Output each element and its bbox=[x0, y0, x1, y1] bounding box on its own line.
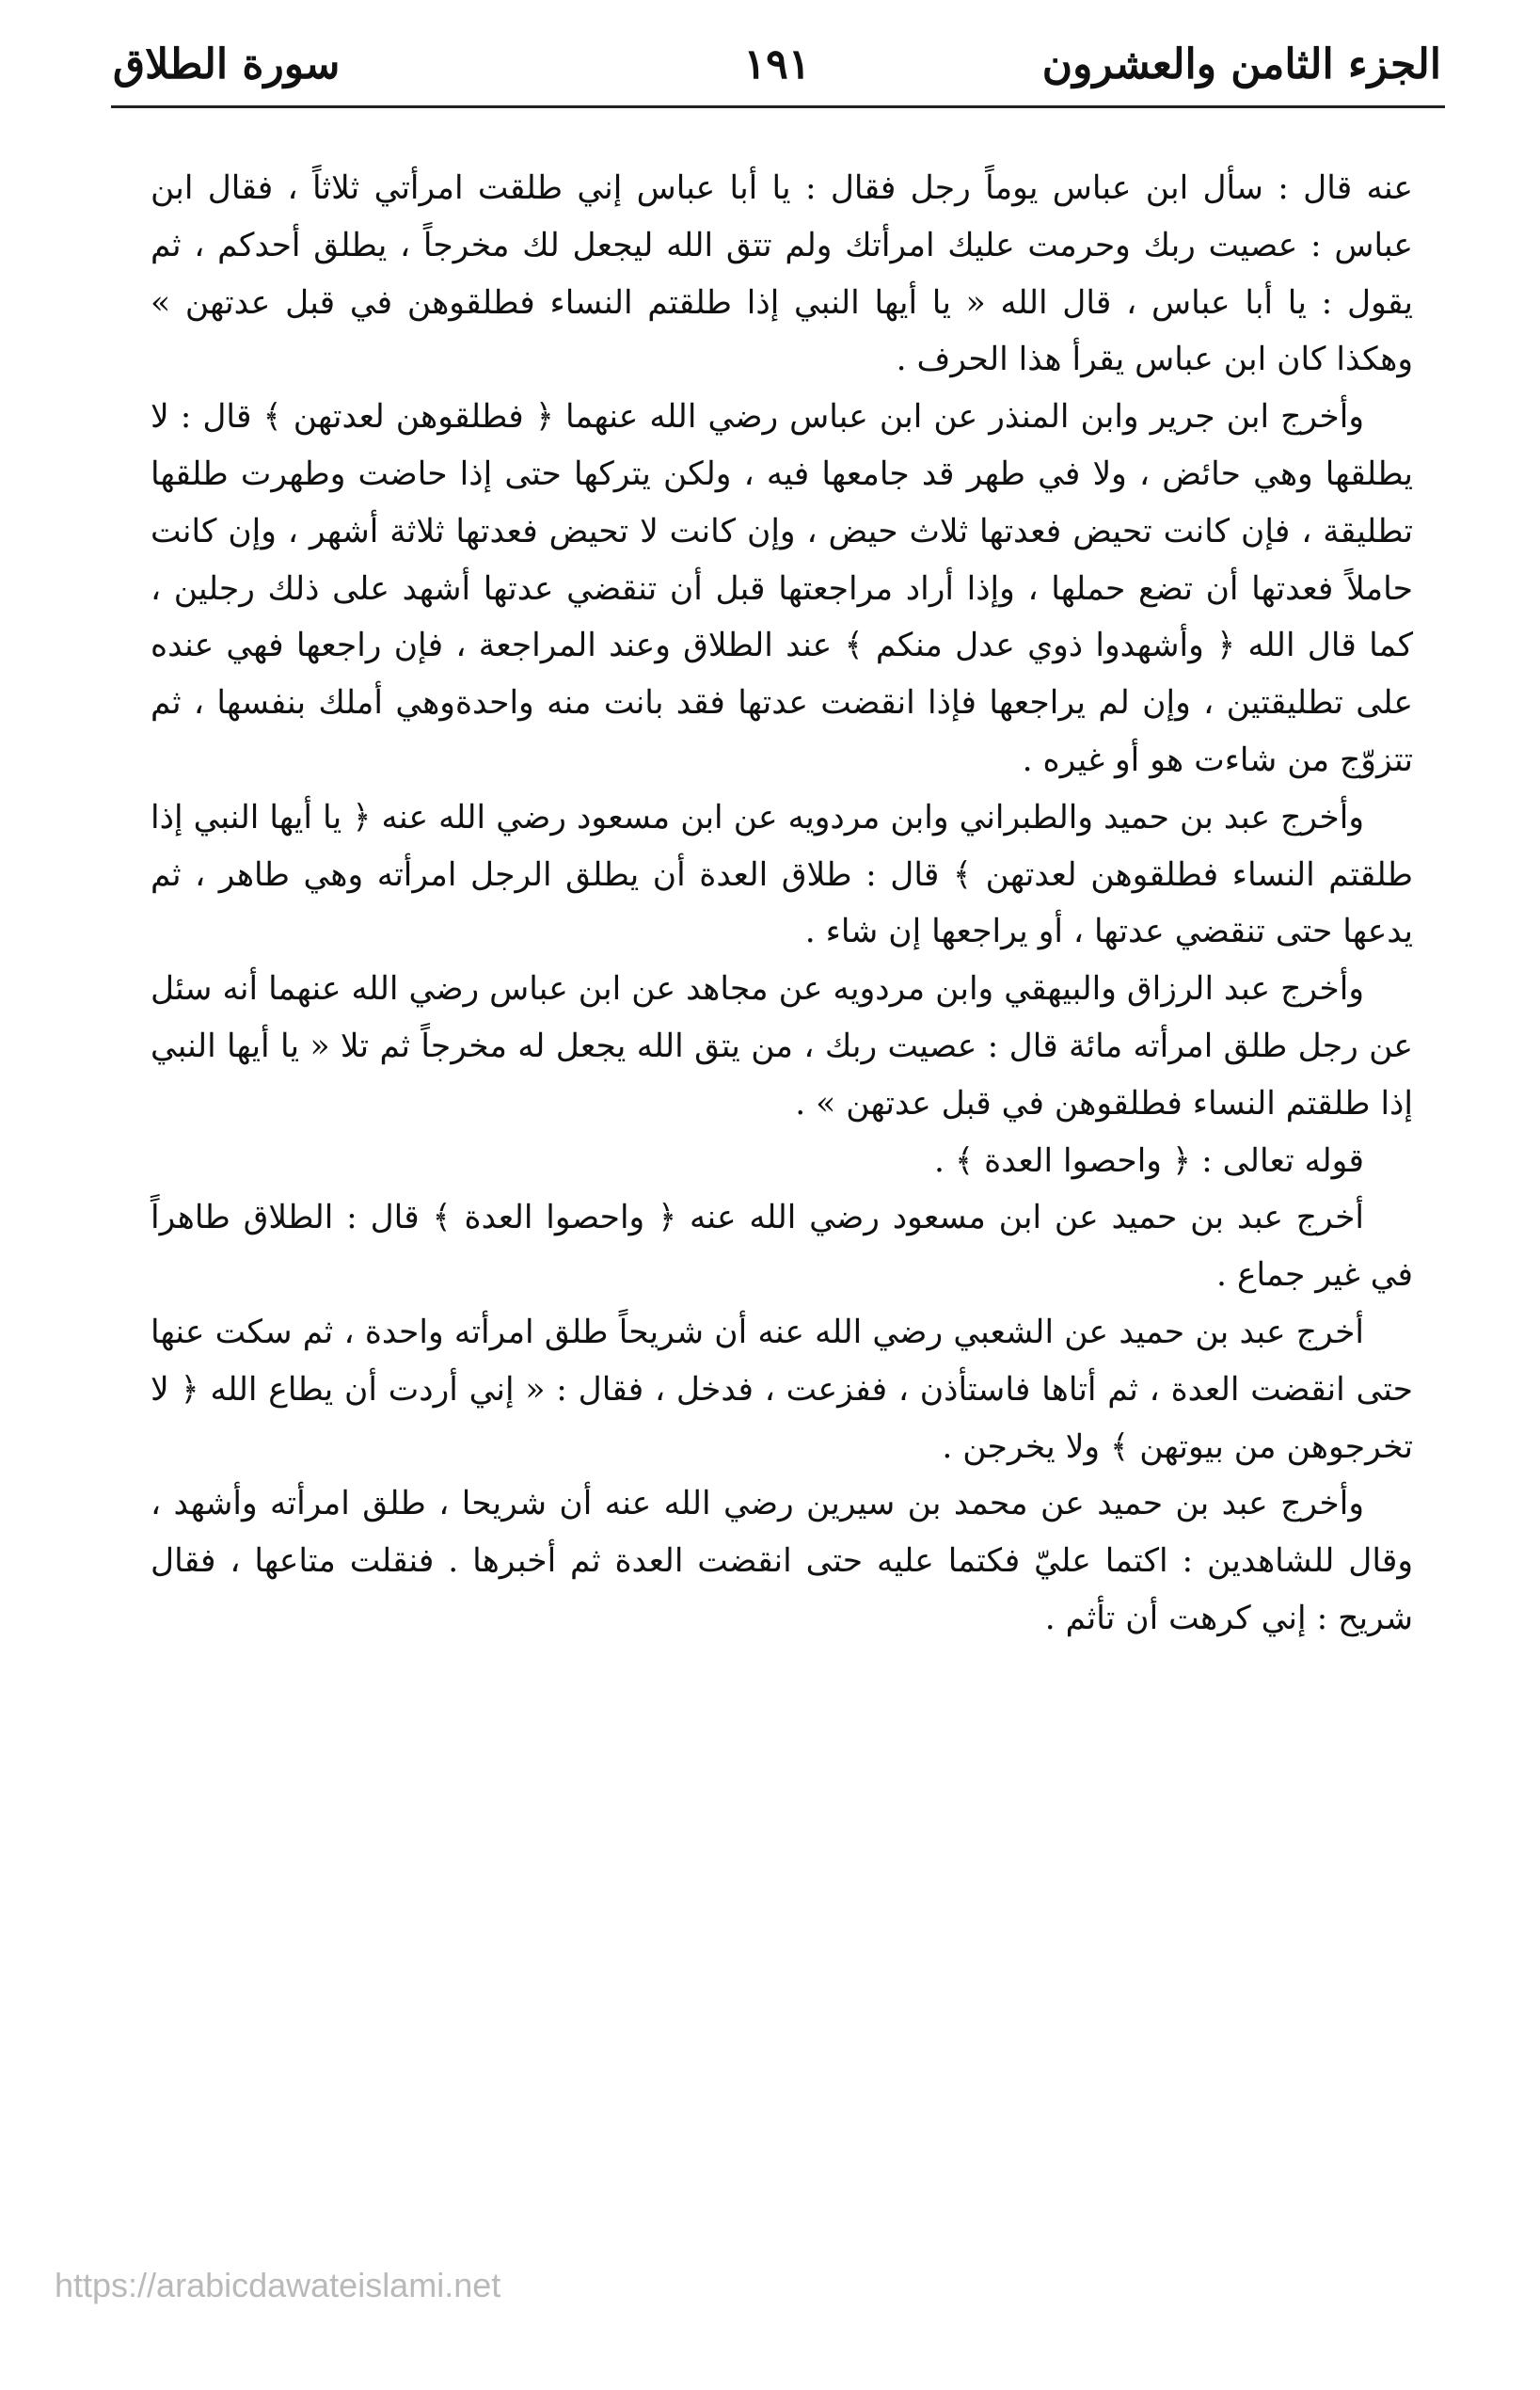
paragraph: قوله تعالى : ﴿ واحصوا العدة ﴾ . bbox=[934, 1141, 1364, 1180]
header-page-number: ١٩١ bbox=[743, 40, 811, 88]
paragraph: وأخرج عبد الرزاق والبيهقي وابن مردويه عن مجاهد عن ابن عباس رضي الله عنهما أنه سئل عن رجل طلق امرأته مائة قال : عصيت ربك ، من يتق الله يجعل له مخرجاً ثم تلا « يا أيها النبي إذا طلقتم النساء فطلقوهن في قبل عدتهن » . bbox=[151, 970, 1413, 1123]
header-part-title: الجزء الثامن والعشرون bbox=[1041, 40, 1441, 88]
paragraph: أخرج عبد بن حميد عن الشعبي رضي الله عنه أن شريحاً طلق امرأته واحدة ، ثم سكت عنها حتى انقضت العدة ، ثم أتاها فاستأذن ، ففزعت ، فدخل ، فقال : « إني أردت أن يطاع الله ﴿ لا تخرجوهن من بيوتهن ﴾ ولا يخرجن . bbox=[151, 1313, 1414, 1466]
body-text bbox=[151, 160, 1413, 1648]
page-header bbox=[113, 32, 1441, 98]
header-surah-title: سورة الطلاق bbox=[113, 40, 341, 88]
watermark-url: https://arabicdawateislami.net bbox=[55, 2266, 501, 2304]
paragraph: وأخرج عبد بن حميد والطبراني وابن مردويه عن ابن مسعود رضي الله عنه ﴿ يا أيها النبي إذا طلقتم النساء فطلقوهن لعدتهن ﴾ قال : طلاق العدة أن يطلق الرجل امرأته وهي طاهر ، ثم يدعها حتى تنقضي عدتها ، أو يراجعها إن شاء . bbox=[151, 798, 1413, 951]
paragraph: أخرج عبد بن حميد عن ابن مسعود رضي الله عنه ﴿ واحصوا العدة ﴾ قال : الطلاق طاهراً في غير جماع . bbox=[151, 1199, 1413, 1295]
paragraph: وأخرج ابن جرير وابن المنذر عن ابن عباس رضي الله عنهما ﴿ فطلقوهن لعدتهن ﴾ قال : لا يطلقها وهي حائض ، ولا في طهر قد جامعها فيه ، ولكن يتركها حتى إذا حاضت وطهرت طلقها تطليقة ، فإن كانت تحيض فعدتها ثلاث حيض ، وإن كانت لا تحيض فعدتها ثلاثة أشهر ، وإن كانت حاملاً فعدتها أن تضع حملها ، وإذا أراد مراجعتها قبل أن تنقضي عدتها أشهد على ذلك رجلين ، كما قال الله ﴿ وأشهدوا ذوي عدل منكم ﴾ عند الطلاق وعند المراجعة ، فإن راجعها فهي عنده على تطليقتين ، وإن لم يراجعها فإذا انقضت عدتها فقد بانت منه واحدةوهي أملك بنفسها ، ثم تتزوّج من شاءت هو أو غيره . bbox=[151, 398, 1413, 779]
paragraph: عنه قال : سأل ابن عباس يوماً رجل فقال : يا أبا عباس إني طلقت امرأتي ثلاثاً ، فقال ابن عباس : عصيت ربك وحرمت عليك امرأتك ولم تتق الله ليجعل لك مخرجاً ، يطلق أحدكم ، ثم يقول : يا أبا عباس ، قال الله « يا أيها النبي إذا طلقتم النساء فطلقوهن في قبل عدتهن » وهكذا كان ابن عباس يقرأ هذا الحرف . bbox=[151, 169, 1413, 379]
paragraph: وأخرج عبد بن حميد عن محمد بن سيرين رضي الله عنه أن شريحا ، طلق امرأته وأشهد ، وقال للشاهدين : اكتما عليّ فكتما عليه حتى انقضت العدة ثم أخبرها . فنقلت متاعها ، فقال شريح : إني كرهت أن تأثم . bbox=[151, 1485, 1413, 1637]
header-divider bbox=[111, 105, 1445, 108]
